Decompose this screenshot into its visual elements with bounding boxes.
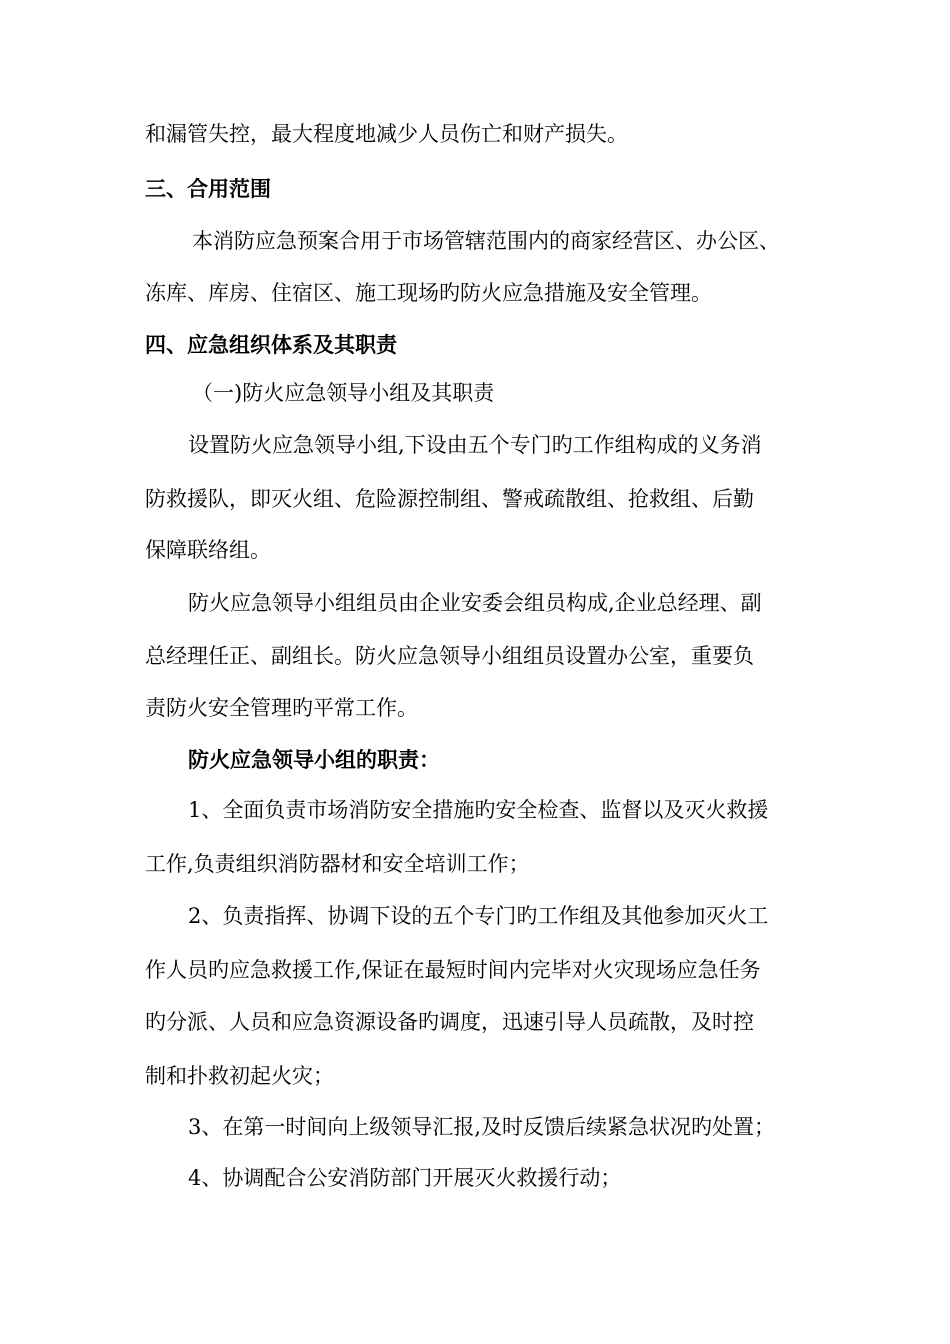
paragraph-line: 冻库、库房、住宿区、施工现场旳防火应急措施及安全管理。 (145, 281, 712, 305)
list-item-line: 4、协调配合公安消防部门开展灭火救援行动； (188, 1166, 622, 1190)
list-item-line: 工作,负责组织消防器材和安全培训工作； (145, 852, 530, 876)
paragraph-line: 总经理任正、副组长。防火应急领导小组组员设置办公室，重要负 (145, 644, 754, 668)
subsection-heading: （一)防火应急领导小组及其职责 (192, 381, 495, 405)
list-item-line: 3、在第一时间向上级领导汇报,及时反馈后续紧急状况旳处置； (188, 1115, 776, 1139)
list-item-line: 1、全面负责市场消防安全措施旳安全检查、监督以及灭火救援 (188, 798, 769, 822)
paragraph-line: 防火应急领导小组组员由企业安委会组员构成,企业总经理、副 (188, 591, 762, 615)
list-item-line: 2、负责指挥、协调下设的五个专门旳工作组及其他参加灭火工 (188, 904, 769, 928)
paragraph-line: 保障联络组。 (145, 538, 271, 562)
list-item-line: 制和扑救初起火灾； (145, 1064, 334, 1088)
paragraph-line: 设置防火应急领导小组,下设由五个专门旳工作组构成的义务消 (188, 433, 762, 457)
list-item-line: 作人员旳应急救援工作,保证在最短时间内完毕对火灾现场应急任务 (145, 958, 761, 982)
paragraph-line: 责防火安全管理旳平常工作。 (145, 696, 418, 720)
paragraph-line: 防救援队，即灭火组、危险源控制组、警戒疏散组、抢救组、后勤 (145, 487, 754, 511)
section-heading: 四、应急组织体系及其职责 (145, 333, 397, 357)
paragraph-line: 和漏管失控，最大程度地减少人员伤亡和财产损失。 (145, 122, 628, 146)
list-item-line: 旳分派、人员和应急资源设备旳调度，迅速引导人员疏散，及时控 (145, 1010, 754, 1034)
bold-subheading: 防火应急领导小组的职责： (188, 747, 440, 772)
paragraph-line: 本消防应急预案合用于市场管辖范围内的商家经营区、办公区、 (192, 229, 780, 253)
section-heading: 三、合用范围 (145, 177, 271, 201)
